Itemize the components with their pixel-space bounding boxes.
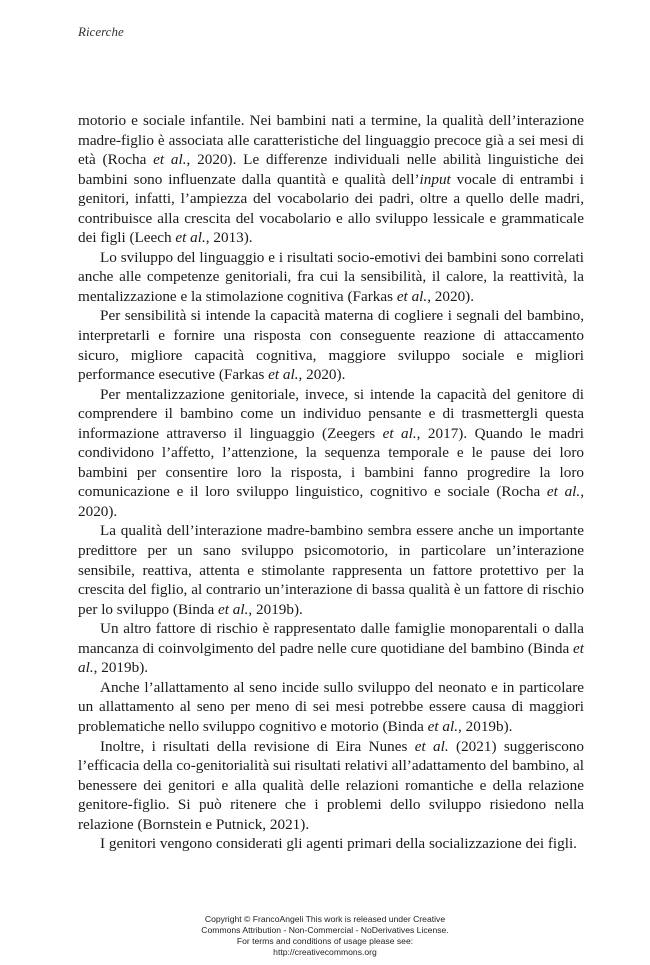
text-run: , 2017). Quando le madri condividono l’affetto, l’attenzione, la sequenza temporale e le pause dei loro bambini per consentire loro la risposta, i bambini fanno progredire la loro comunicazione e il loro sviluppo linguistico, cognitivo e sociale (Rocha <box>78 424 584 501</box>
text-run: La qualità dell’interazione madre-bambino sembra essere anche un importante predittore per un sano sviluppo psicomotorio, in particolare un’interazione sensibile, reattiva, attenta e stimolante rappresenta un fattore protettivo per la crescita del figlio, al contrario un’interazione di bassa qualità è un fattore di rischio per lo sviluppo (Binda <box>78 522 584 618</box>
text-run: , 2020). <box>78 483 584 520</box>
italic-text: et al. <box>175 229 206 247</box>
text-run: Anche l’allattamento al seno incide sullo sviluppo del neonato e in particolare un allattamento al seno per meno di sei mesi potrebbe essere causa di maggiori problematiche nello sviluppo cognitivo e motorio (Binda <box>78 678 584 735</box>
text-run: , 2019b). <box>93 659 149 677</box>
footer-line: Copyright © FrancoAngeli This work is released under Creative <box>204 914 446 924</box>
text-run: I genitori vengono considerati gli agenti primari della socializzazione dei figli. <box>100 835 577 853</box>
paragraph <box>78 248 584 307</box>
text-run: , 2020). <box>298 366 346 384</box>
footer-line: Commons Attribution - Non-Commercial - NoDerivatives License. <box>201 925 449 935</box>
running-head: Ricerche <box>78 24 124 39</box>
text-run: Per sensibilità si intende la capacità materna di cogliere i segnali del bambino, interpretarli e fornire una risposta con conseguente reazione di attaccamento sicuro, migliore capacità cognitiva, maggiore sviluppo sociale e migliori performance esecutive (Farkas <box>78 307 584 384</box>
text-run: Per mentalizzazione genitoriale, invece, si intende la capacità del genitore di comprendere il bambino come un individuo pensante e di trasmettergli questa informazione attraverso il linguaggio (Zeegers <box>78 385 584 442</box>
italic-text: et al. <box>427 717 459 735</box>
paragraph <box>78 111 584 248</box>
italic-text: et al. <box>414 737 449 755</box>
paragraph <box>78 306 584 384</box>
text-run: , 2019b). <box>248 600 303 618</box>
italic-text: et al. <box>382 424 417 442</box>
footer-line: http://creativecommons.org <box>273 947 377 957</box>
text-run: Lo sviluppo del linguaggio e i risultati socio-emotivi dei bambini sono correlati anche alle competenze genitoriali, fra cui la sensibilità, il calore, la reattività, la mentalizzazione e la stimolazione cognitiva (Farkas <box>78 248 584 305</box>
paragraph <box>78 678 584 737</box>
italic-text: et al. <box>396 287 428 305</box>
text-run: , 2019b). <box>458 717 513 735</box>
italic-text: et al. <box>546 483 581 501</box>
text-run: (2021) suggeriscono l’efficacia della co-genitorialità sui risultati relativi all’adattamento del bambino, al benessere dei genitori e alla qualità delle relazioni romantiche e della relazione genitore-figlio. Si può ritenere che i problemi dello sviluppo risiedono nella relazione (Bornstein e Putnick, 2021). <box>78 737 584 833</box>
body-text <box>78 111 584 854</box>
paragraph <box>78 834 584 854</box>
text-run: motorio e sociale infantile. Nei bambini nati a termine, la qualità dell’interazione madre-figlio è associata alle caratteristiche del linguaggio precoce già a sei mesi di età (Rocha <box>78 112 584 169</box>
copyright-footer <box>0 914 650 958</box>
text-run: Un altro fattore di rischio è rappresentato dalle famiglie monoparentali o dalla mancanza di coinvolgimento del padre nelle cure quotidiane del bambino (Binda <box>78 620 584 657</box>
italic-text: et al. <box>218 600 249 618</box>
text-run: , 2020). Le differenze individuali nelle abilità linguistiche dei bambini sono influenzate dalla quantità e qualità dell’ <box>78 151 584 188</box>
footer-line: For terms and conditions of usage please see: <box>236 936 414 946</box>
paragraph <box>78 521 584 619</box>
italic-text: et al. <box>78 639 584 677</box>
text-run: , 2013). <box>205 229 253 247</box>
text-run: , 2020). <box>427 287 475 305</box>
italic-text: input <box>419 170 451 188</box>
text-run: Inoltre, i risultati della revisione di Eira Nunes <box>100 737 415 755</box>
italic-text: et al. <box>153 151 187 169</box>
text-run: vocale di entrambi i genitori, infatti, l’ampiezza del vocabolario dei padri, oltre a quello delle madri, contribuisce alla crescita del vocabolario e allo sviluppo lessicale e grammaticale dei figli (Leech <box>78 170 584 247</box>
paragraph <box>78 619 584 678</box>
paragraph <box>78 737 584 835</box>
italic-text: et al. <box>268 366 299 384</box>
paragraph <box>78 385 584 522</box>
